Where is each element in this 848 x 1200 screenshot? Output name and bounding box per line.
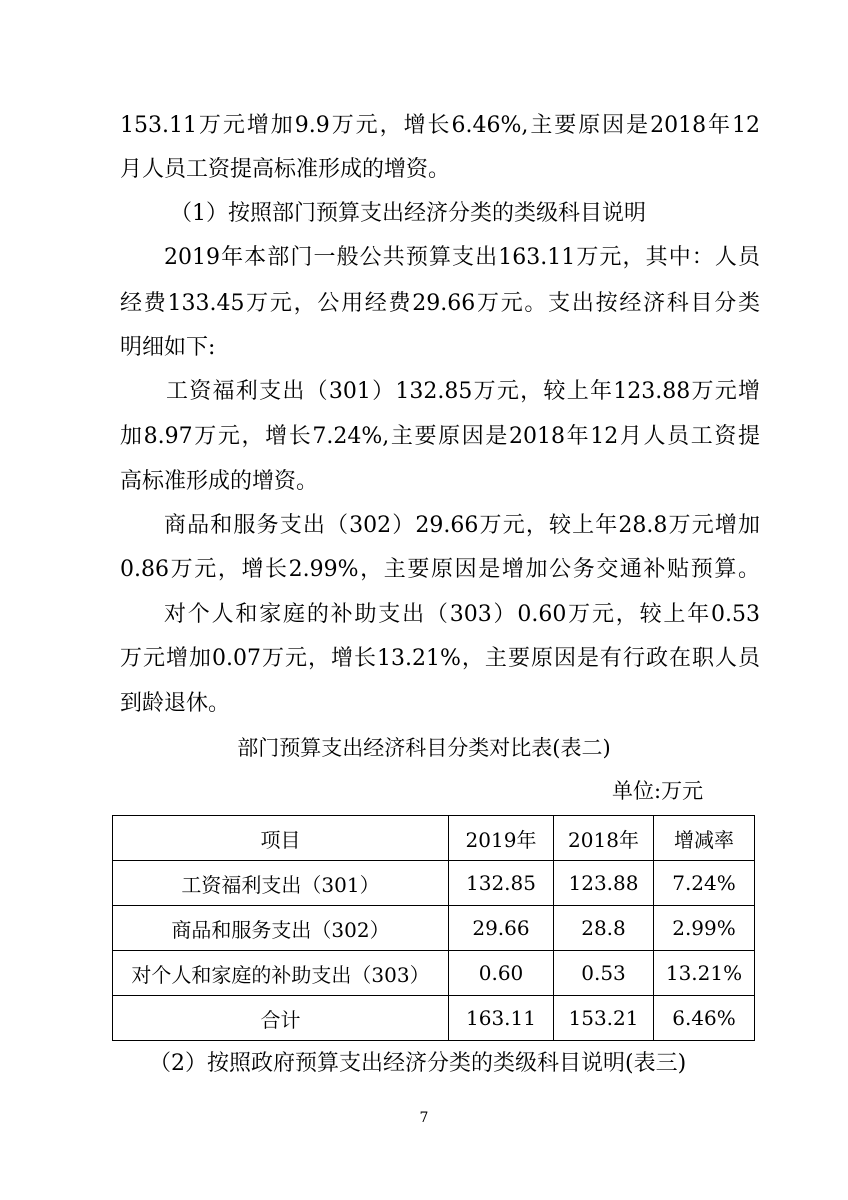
table-cell: 0.60 — [449, 951, 554, 996]
table-cell: 163.11 — [449, 996, 554, 1041]
table-header-row — [113, 816, 755, 861]
paragraph-line: 到龄退休。 — [120, 691, 231, 716]
page-number: 7 — [419, 1110, 429, 1126]
table-cell: 7.24% — [654, 861, 755, 906]
section-heading: （2）按照政府预算支出经济分类的类级科目说明(表三) — [149, 1051, 687, 1076]
table-cell: 29.66 — [449, 906, 554, 951]
paragraph-line: 万元增加0.07万元，增长13.21%，主要原因是有行政在职人员 — [120, 646, 760, 671]
paragraph-line: 明细如下: — [120, 335, 216, 360]
paragraph-line: 153.11万元增加9.9万元，增长6.46%,主要原因是2018年12 — [120, 113, 760, 138]
table-header-cell: 2018年 — [554, 816, 654, 861]
paragraph-line: 工资福利支出（301）132.85万元，较上年123.88万元增 — [166, 379, 760, 404]
table-total-row — [113, 996, 755, 1041]
table-cell: 132.85 — [449, 861, 554, 906]
table-cell: 153.21 — [554, 996, 654, 1041]
paragraph-line: 加8.97万元，增长7.24%,主要原因是2018年12月人员工资提 — [120, 424, 760, 449]
paragraph-line: 2019年本部门一般公共预算支出163.11万元，其中：人员 — [164, 245, 760, 270]
section-heading: （1）按照部门预算支出经济分类的类级科目说明 — [170, 201, 646, 226]
table-header-cell: 2019年 — [449, 816, 554, 861]
table-row — [113, 906, 755, 951]
comparison-table — [112, 815, 755, 1041]
table-cell: 对个人和家庭的补助支出（303） — [113, 951, 449, 996]
table-cell: 28.8 — [554, 906, 654, 951]
paragraph-line: 经费133.45万元，公用经费29.66万元。支出按经济科目分类 — [120, 291, 760, 316]
table-title: 部门预算支出经济科目分类对比表(表二) — [237, 736, 611, 760]
table-cell: 商品和服务支出（302） — [113, 906, 449, 951]
table-row — [113, 951, 755, 996]
paragraph-line: 对个人和家庭的补助支出（303）0.60万元，较上年0.53 — [164, 602, 760, 627]
paragraph-line: 高标准形成的增资。 — [120, 469, 319, 494]
table-cell: 13.21% — [654, 951, 755, 996]
table-row — [113, 861, 755, 906]
table-cell: 0.53 — [554, 951, 654, 996]
table-unit: 单位:万元 — [612, 779, 704, 803]
table-cell: 工资福利支出（301） — [113, 861, 449, 906]
table-cell: 123.88 — [554, 861, 654, 906]
table-cell: 2.99% — [654, 906, 755, 951]
table-cell: 合计 — [113, 996, 449, 1041]
paragraph-line: 商品和服务支出（302）29.66万元，较上年28.8万元增加 — [164, 513, 760, 538]
table-header-cell: 增减率 — [654, 816, 755, 861]
paragraph-line: 月人员工资提高标准形成的增资。 — [120, 157, 451, 182]
paragraph-line: 0.86万元，增长2.99%，主要原因是增加公务交通补贴预算。 — [120, 557, 760, 582]
table-cell: 6.46% — [654, 996, 755, 1041]
table-header-cell: 项目 — [113, 816, 449, 861]
